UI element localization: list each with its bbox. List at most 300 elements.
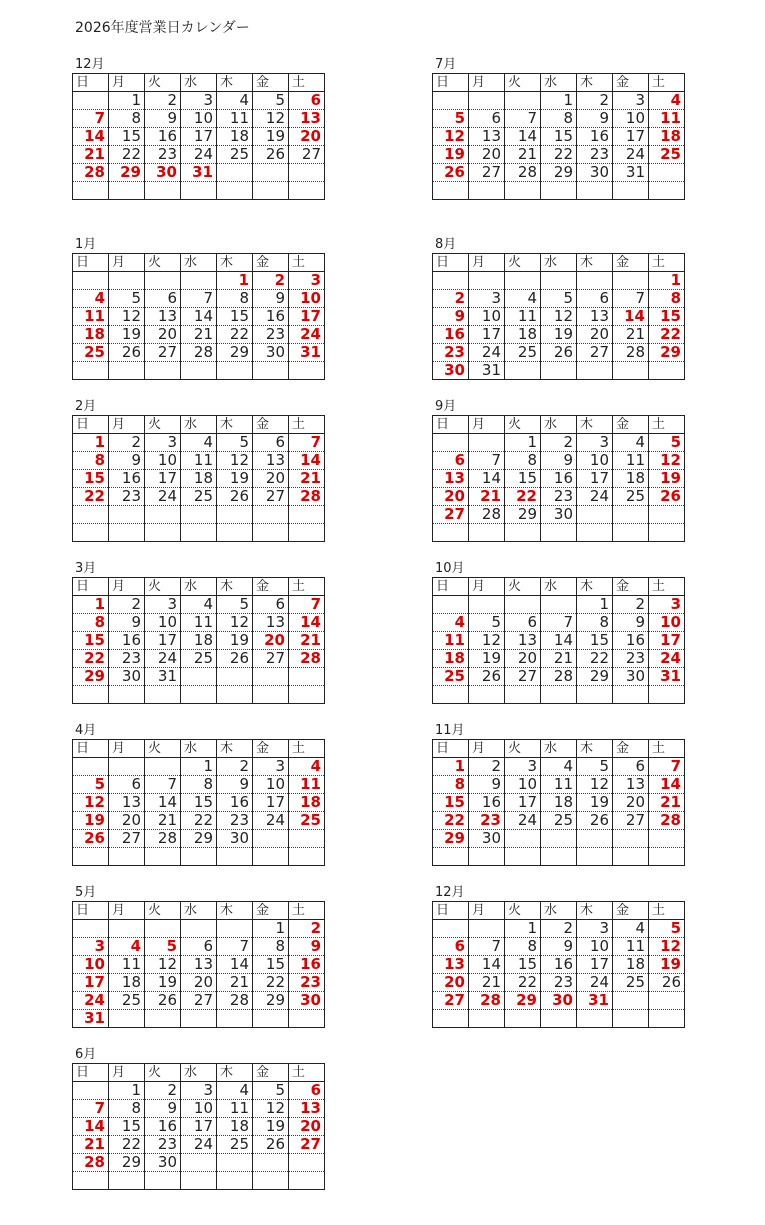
week-row — [73, 920, 325, 938]
weekday-header: 木 — [577, 254, 613, 272]
week-row — [433, 794, 685, 812]
business-day: 18 — [193, 631, 213, 649]
holiday-day: 1 — [94, 595, 105, 613]
day-cell — [505, 758, 541, 776]
holiday-day: 10 — [300, 289, 321, 307]
day-cell — [541, 920, 577, 938]
day-cell — [109, 1136, 145, 1154]
day-cell — [253, 110, 289, 128]
day-cell — [109, 758, 145, 776]
weekday-header: 土 — [289, 254, 325, 272]
day-cell — [541, 146, 577, 164]
day-cell — [73, 308, 109, 326]
day-cell — [577, 956, 613, 974]
month-label: 11月 — [435, 723, 465, 738]
weekday-header: 水 — [541, 902, 577, 920]
day-cell — [289, 974, 325, 992]
holiday-day: 25 — [300, 811, 321, 829]
day-cell — [541, 650, 577, 668]
week-row — [73, 992, 325, 1010]
day-cell — [181, 1100, 217, 1118]
week-row — [73, 632, 325, 650]
day-cell — [613, 128, 649, 146]
day-cell — [145, 164, 181, 182]
business-day: 12 — [121, 307, 141, 325]
weekday-header: 木 — [217, 902, 253, 920]
day-cell — [145, 308, 181, 326]
holiday-day: 8 — [94, 613, 105, 631]
weekday-header: 火 — [145, 902, 181, 920]
holiday-day: 26 — [84, 829, 105, 847]
business-day: 6 — [131, 775, 141, 793]
weekday-header: 水 — [541, 74, 577, 92]
holiday-day: 28 — [480, 991, 501, 1009]
business-day: 16 — [553, 469, 573, 487]
business-day: 29 — [229, 343, 249, 361]
business-day: 19 — [157, 973, 177, 991]
weekday-header: 土 — [649, 740, 685, 758]
day-cell — [541, 758, 577, 776]
day-cell — [469, 452, 505, 470]
day-cell — [649, 434, 685, 452]
business-day: 3 — [203, 91, 213, 109]
business-day: 1 — [599, 595, 609, 613]
day-cell — [505, 506, 541, 524]
day-cell — [73, 614, 109, 632]
day-cell — [217, 308, 253, 326]
weekday-header: 金 — [613, 740, 649, 758]
day-cell — [181, 506, 217, 524]
day-cell — [469, 488, 505, 506]
business-day: 12 — [265, 1099, 285, 1117]
day-cell — [217, 596, 253, 614]
day-cell — [433, 848, 469, 866]
day-cell — [217, 938, 253, 956]
business-day: 17 — [265, 793, 285, 811]
business-day: 16 — [121, 469, 141, 487]
holiday-day: 10 — [84, 955, 105, 973]
day-cell — [433, 506, 469, 524]
day-cell — [469, 470, 505, 488]
day-cell — [541, 110, 577, 128]
week-row — [73, 1136, 325, 1154]
week-row — [433, 362, 685, 380]
business-day: 22 — [229, 325, 249, 343]
business-day: 20 — [193, 973, 213, 991]
day-cell — [109, 92, 145, 110]
holiday-day: 28 — [84, 163, 105, 181]
business-day: 29 — [553, 163, 573, 181]
day-cell — [253, 596, 289, 614]
day-cell — [109, 776, 145, 794]
day-cell — [649, 362, 685, 380]
day-cell — [541, 506, 577, 524]
holiday-day: 19 — [660, 955, 681, 973]
day-cell — [217, 110, 253, 128]
week-row — [73, 848, 325, 866]
business-day: 26 — [553, 343, 573, 361]
holiday-day: 29 — [120, 163, 141, 181]
week-row — [433, 434, 685, 452]
business-day: 11 — [517, 307, 537, 325]
day-cell — [253, 1172, 289, 1190]
day-cell — [469, 146, 505, 164]
day-cell — [181, 362, 217, 380]
day-cell — [145, 1118, 181, 1136]
day-cell — [505, 290, 541, 308]
day-cell — [577, 362, 613, 380]
day-cell — [577, 974, 613, 992]
business-day: 17 — [157, 631, 177, 649]
day-cell — [217, 434, 253, 452]
business-day: 19 — [121, 325, 141, 343]
holiday-day: 8 — [670, 289, 681, 307]
business-day: 9 — [275, 289, 285, 307]
day-cell — [541, 596, 577, 614]
business-day: 28 — [553, 667, 573, 685]
business-day: 23 — [229, 811, 249, 829]
day-cell — [649, 776, 685, 794]
day-cell — [577, 164, 613, 182]
holiday-day: 29 — [84, 667, 105, 685]
weekday-header: 月 — [109, 74, 145, 92]
holiday-day: 29 — [660, 343, 681, 361]
day-cell — [577, 776, 613, 794]
day-cell — [433, 290, 469, 308]
business-day: 23 — [157, 145, 177, 163]
business-day: 9 — [635, 613, 645, 631]
business-day: 15 — [229, 307, 249, 325]
day-cell — [109, 974, 145, 992]
day-cell — [613, 758, 649, 776]
day-cell — [253, 506, 289, 524]
day-cell — [73, 92, 109, 110]
day-cell — [613, 992, 649, 1010]
holiday-day: 3 — [670, 595, 681, 613]
holiday-day: 31 — [192, 163, 213, 181]
week-row — [73, 686, 325, 704]
day-cell — [433, 812, 469, 830]
business-day: 20 — [481, 145, 501, 163]
business-day: 10 — [157, 451, 177, 469]
day-cell — [613, 830, 649, 848]
day-cell — [289, 182, 325, 200]
business-day: 11 — [625, 451, 645, 469]
business-day: 9 — [563, 451, 573, 469]
week-row — [433, 326, 685, 344]
day-cell — [217, 956, 253, 974]
day-cell — [253, 1100, 289, 1118]
day-cell — [181, 668, 217, 686]
business-day: 10 — [625, 109, 645, 127]
business-day: 27 — [157, 343, 177, 361]
holiday-day: 16 — [444, 325, 465, 343]
week-row — [433, 506, 685, 524]
business-day: 22 — [553, 145, 573, 163]
day-cell — [577, 128, 613, 146]
day-cell — [181, 326, 217, 344]
day-cell — [289, 1154, 325, 1172]
day-cell — [145, 290, 181, 308]
day-cell — [541, 470, 577, 488]
day-cell — [145, 650, 181, 668]
day-cell — [613, 596, 649, 614]
day-cell — [577, 848, 613, 866]
month-table — [72, 901, 325, 1028]
day-cell — [145, 506, 181, 524]
business-day: 30 — [157, 1153, 177, 1171]
business-day: 25 — [625, 487, 645, 505]
business-day: 4 — [527, 289, 537, 307]
holiday-day: 6 — [310, 91, 321, 109]
holiday-day: 11 — [84, 307, 105, 325]
business-day: 14 — [481, 469, 501, 487]
business-day: 5 — [131, 289, 141, 307]
day-cell — [433, 524, 469, 542]
holiday-day: 4 — [94, 289, 105, 307]
month-table — [72, 253, 325, 380]
day-cell — [433, 92, 469, 110]
day-cell — [649, 164, 685, 182]
day-cell — [469, 776, 505, 794]
day-cell — [433, 794, 469, 812]
weekday-header: 土 — [649, 902, 685, 920]
holiday-day: 1 — [454, 757, 465, 775]
day-cell — [253, 848, 289, 866]
business-day: 27 — [481, 163, 501, 181]
day-cell — [469, 974, 505, 992]
day-cell — [109, 1100, 145, 1118]
holiday-day: 25 — [84, 343, 105, 361]
day-cell — [145, 344, 181, 362]
business-day: 19 — [265, 127, 285, 145]
day-cell — [73, 146, 109, 164]
business-day: 14 — [229, 955, 249, 973]
weekday-header: 日 — [433, 902, 469, 920]
business-day: 20 — [589, 325, 609, 343]
day-cell — [613, 686, 649, 704]
business-day: 3 — [599, 433, 609, 451]
holiday-day: 14 — [300, 451, 321, 469]
week-row — [433, 632, 685, 650]
week-row — [73, 812, 325, 830]
week-row — [433, 110, 685, 128]
day-cell — [73, 992, 109, 1010]
business-day: 13 — [265, 613, 285, 631]
day-cell — [649, 110, 685, 128]
day-cell — [73, 290, 109, 308]
business-day: 15 — [589, 631, 609, 649]
business-day: 24 — [157, 487, 177, 505]
day-cell — [433, 614, 469, 632]
weekday-header: 木 — [577, 578, 613, 596]
business-day: 29 — [517, 505, 537, 523]
day-cell — [217, 488, 253, 506]
business-day: 12 — [229, 613, 249, 631]
day-cell — [145, 938, 181, 956]
day-cell — [181, 758, 217, 776]
weekday-header: 日 — [73, 740, 109, 758]
week-row — [73, 524, 325, 542]
day-cell — [289, 632, 325, 650]
day-cell — [181, 470, 217, 488]
day-cell — [109, 794, 145, 812]
business-day: 9 — [491, 775, 501, 793]
day-cell — [649, 344, 685, 362]
business-day: 15 — [121, 1117, 141, 1135]
day-cell — [253, 488, 289, 506]
holiday-day: 5 — [454, 109, 465, 127]
day-cell — [181, 848, 217, 866]
business-day: 1 — [527, 433, 537, 451]
weekday-header: 日 — [73, 254, 109, 272]
week-row — [73, 938, 325, 956]
day-cell — [469, 830, 505, 848]
day-cell — [289, 1118, 325, 1136]
business-day: 17 — [589, 955, 609, 973]
day-cell — [289, 272, 325, 290]
weekday-header: 木 — [217, 578, 253, 596]
business-day: 22 — [121, 145, 141, 163]
day-cell — [253, 182, 289, 200]
day-cell — [145, 470, 181, 488]
business-day: 5 — [239, 595, 249, 613]
business-day: 1 — [527, 919, 537, 937]
business-day: 24 — [517, 811, 537, 829]
business-day: 26 — [265, 145, 285, 163]
day-cell — [145, 488, 181, 506]
week-row — [73, 434, 325, 452]
day-cell — [253, 434, 289, 452]
day-cell — [109, 614, 145, 632]
weekday-header: 土 — [289, 416, 325, 434]
weekday-header: 水 — [181, 254, 217, 272]
day-cell — [577, 632, 613, 650]
holiday-day: 29 — [516, 991, 537, 1009]
business-day: 4 — [239, 91, 249, 109]
day-cell — [649, 146, 685, 164]
weekday-header: 金 — [253, 74, 289, 92]
holiday-day: 31 — [660, 667, 681, 685]
day-cell — [289, 1172, 325, 1190]
holiday-day: 31 — [588, 991, 609, 1009]
day-cell — [145, 668, 181, 686]
day-cell — [541, 1010, 577, 1028]
week-row — [73, 110, 325, 128]
holiday-day: 3 — [310, 271, 321, 289]
day-cell — [145, 1154, 181, 1172]
business-day: 2 — [563, 433, 573, 451]
day-cell — [217, 128, 253, 146]
day-cell — [217, 794, 253, 812]
week-row — [73, 596, 325, 614]
business-day: 31 — [157, 667, 177, 685]
day-cell — [577, 794, 613, 812]
week-row — [433, 686, 685, 704]
weekday-header: 土 — [649, 254, 685, 272]
month-table — [72, 577, 325, 704]
day-cell — [469, 614, 505, 632]
day-cell — [577, 146, 613, 164]
day-cell — [181, 182, 217, 200]
day-cell — [433, 128, 469, 146]
day-cell — [109, 1010, 145, 1028]
week-row — [73, 1172, 325, 1190]
day-cell — [649, 524, 685, 542]
day-cell — [289, 686, 325, 704]
day-cell — [181, 974, 217, 992]
day-cell — [649, 506, 685, 524]
holiday-day: 22 — [516, 487, 537, 505]
week-row — [433, 272, 685, 290]
week-row — [73, 1154, 325, 1172]
business-day: 13 — [265, 451, 285, 469]
day-cell — [577, 992, 613, 1010]
holiday-day: 5 — [166, 937, 177, 955]
day-cell — [253, 758, 289, 776]
business-day: 25 — [193, 649, 213, 667]
business-day: 29 — [193, 829, 213, 847]
day-cell — [649, 974, 685, 992]
day-cell — [181, 776, 217, 794]
day-cell — [577, 614, 613, 632]
day-cell — [217, 344, 253, 362]
weekday-header: 土 — [649, 74, 685, 92]
day-cell — [217, 362, 253, 380]
business-day: 7 — [239, 937, 249, 955]
month-table — [432, 901, 685, 1028]
day-cell — [73, 632, 109, 650]
weekday-header: 月 — [109, 1064, 145, 1082]
business-day: 10 — [589, 937, 609, 955]
day-cell — [217, 1118, 253, 1136]
business-day: 26 — [661, 973, 681, 991]
weekday-header: 火 — [145, 740, 181, 758]
holiday-day: 11 — [660, 109, 681, 127]
holiday-day: 14 — [84, 1117, 105, 1135]
weekday-header: 日 — [433, 254, 469, 272]
business-day: 16 — [157, 1117, 177, 1135]
day-cell — [181, 794, 217, 812]
day-cell — [469, 362, 505, 380]
day-cell — [289, 596, 325, 614]
day-cell — [469, 344, 505, 362]
business-day: 11 — [193, 451, 213, 469]
week-row — [73, 344, 325, 362]
day-cell — [649, 488, 685, 506]
day-cell — [649, 812, 685, 830]
holiday-day: 5 — [670, 919, 681, 937]
day-cell — [253, 290, 289, 308]
day-cell — [181, 146, 217, 164]
day-cell — [541, 164, 577, 182]
day-cell — [109, 362, 145, 380]
day-cell — [613, 938, 649, 956]
business-day: 4 — [635, 433, 645, 451]
month-label: 4月 — [75, 723, 97, 738]
business-day: 21 — [229, 973, 249, 991]
day-cell — [613, 146, 649, 164]
holiday-day: 18 — [660, 127, 681, 145]
holiday-day: 9 — [454, 307, 465, 325]
business-day: 10 — [517, 775, 537, 793]
business-day: 6 — [599, 289, 609, 307]
day-cell — [145, 632, 181, 650]
day-cell — [613, 524, 649, 542]
holiday-day: 12 — [660, 937, 681, 955]
day-cell — [613, 506, 649, 524]
business-day: 24 — [481, 343, 501, 361]
